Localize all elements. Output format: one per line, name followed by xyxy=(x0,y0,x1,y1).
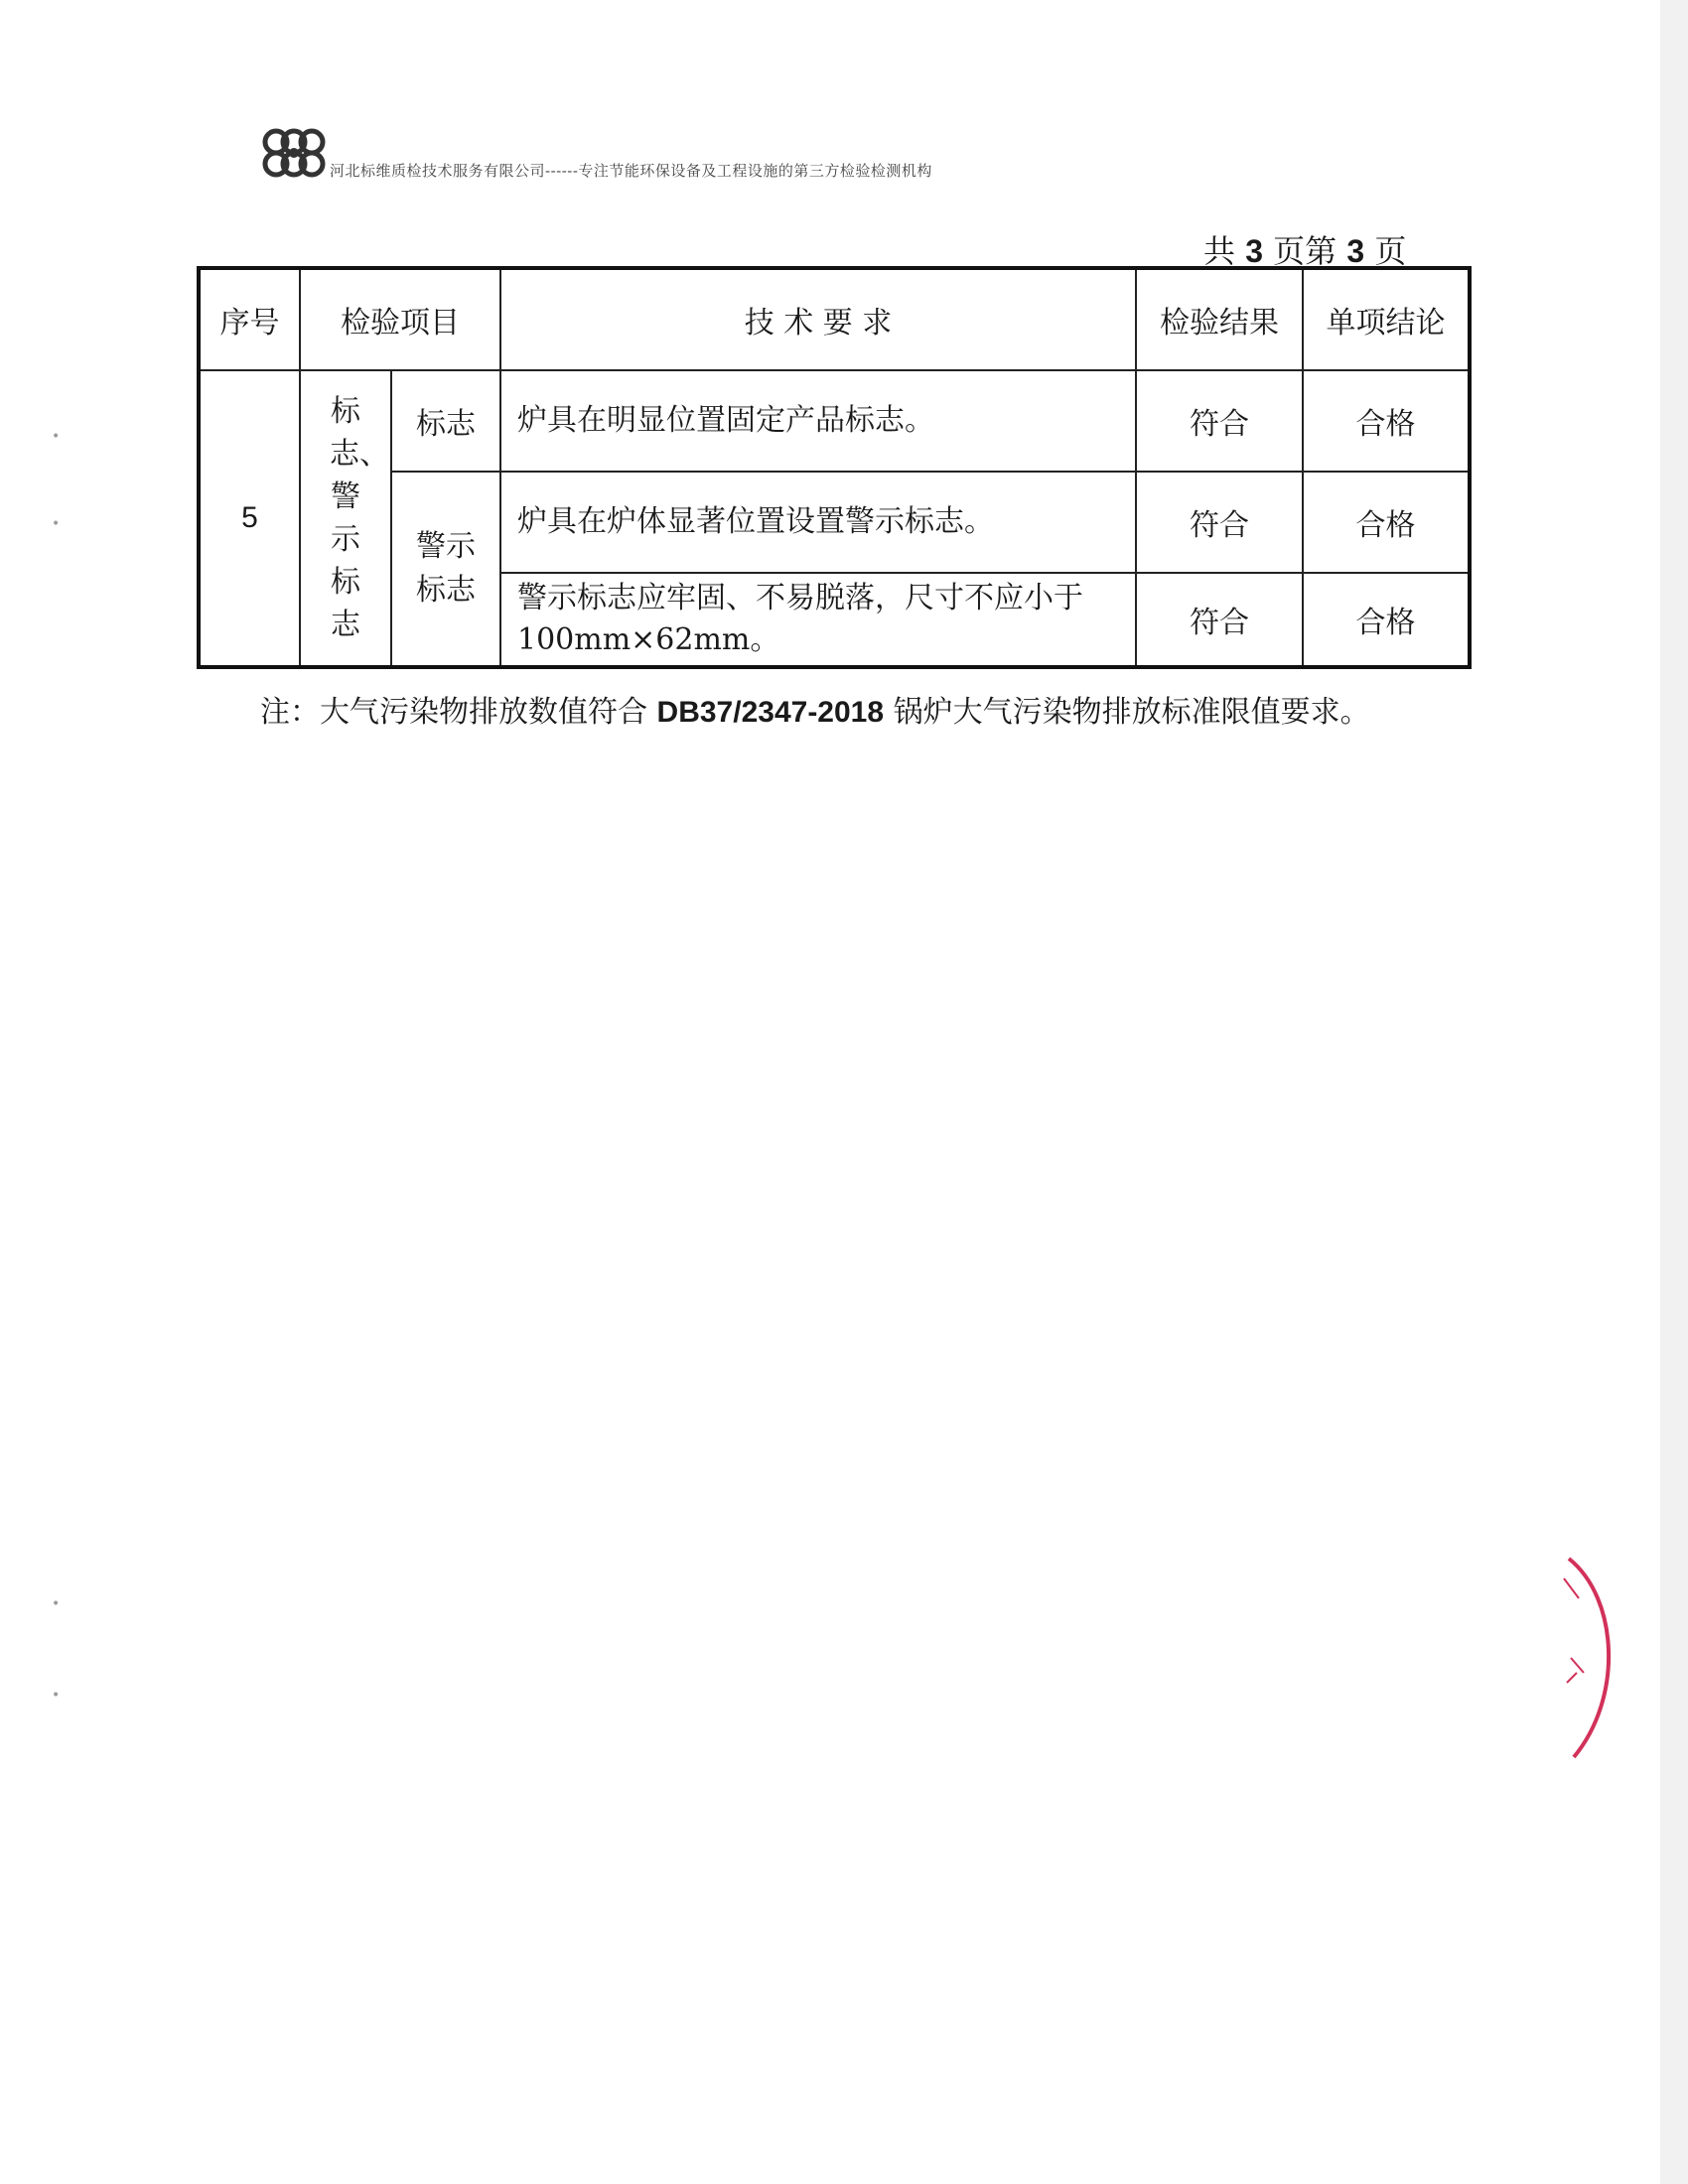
conclusion-cell: 合格 xyxy=(1303,573,1470,667)
conclusion-cell: 合格 xyxy=(1303,472,1470,573)
category-cell xyxy=(300,370,391,667)
scan-mark: • xyxy=(52,516,61,532)
conclusion-cell: 合格 xyxy=(1303,370,1470,472)
requirement-cell: 炉具在炉体显著位置设置警示标志。 xyxy=(500,472,1136,573)
seal-stamp-fragment xyxy=(1549,1539,1628,1767)
subitem-cell xyxy=(391,472,500,667)
note-standard: DB37/2347-2018 xyxy=(656,696,885,729)
requirement-cell: 警示标志应牢固、不易脱落，尺寸不应小于 100mm×62mm。 xyxy=(500,573,1136,667)
result-cell: 符合 xyxy=(1136,370,1303,472)
scan-mark: • xyxy=(52,429,61,445)
footnote xyxy=(260,691,1442,735)
company-slogan: 河北标维质检技术服务有限公司------专注节能环保设备及工程设施的第三方检验检测机构 xyxy=(330,162,932,180)
scan-edge xyxy=(1660,0,1688,2184)
inspection-table xyxy=(197,266,1472,669)
scan-mark: • xyxy=(52,1688,61,1704)
subitem-label: 警示标志 xyxy=(416,529,476,608)
seq-cell: 5 xyxy=(199,370,300,667)
page-suffix: 页 xyxy=(1374,232,1407,270)
page-prefix: 共 xyxy=(1203,232,1236,270)
scan-mark: • xyxy=(52,1596,61,1612)
page-middle: 页第 xyxy=(1273,232,1337,270)
category-label: 标志、警示标志 xyxy=(330,394,389,642)
page-total: 3 xyxy=(1245,233,1263,269)
header-seq: 序号 xyxy=(199,268,300,370)
company-logo-icon xyxy=(260,124,330,184)
note-prefix: 注：大气污染物排放数值符合 xyxy=(260,695,657,730)
requirement-cell: 炉具在明显位置固定产品标志。 xyxy=(500,370,1136,472)
result-cell: 符合 xyxy=(1136,472,1303,573)
header-item: 检验项目 xyxy=(300,268,500,370)
header-conclusion: 单项结论 xyxy=(1303,268,1470,370)
header-requirement: 技 术 要 求 xyxy=(500,268,1136,370)
result-cell: 符合 xyxy=(1136,573,1303,667)
note-suffix: 锅炉大气污染物排放标准限值要求。 xyxy=(884,695,1370,730)
subitem-cell: 标志 xyxy=(391,370,500,472)
header-result: 检验结果 xyxy=(1136,268,1303,370)
page-current: 3 xyxy=(1346,233,1365,269)
